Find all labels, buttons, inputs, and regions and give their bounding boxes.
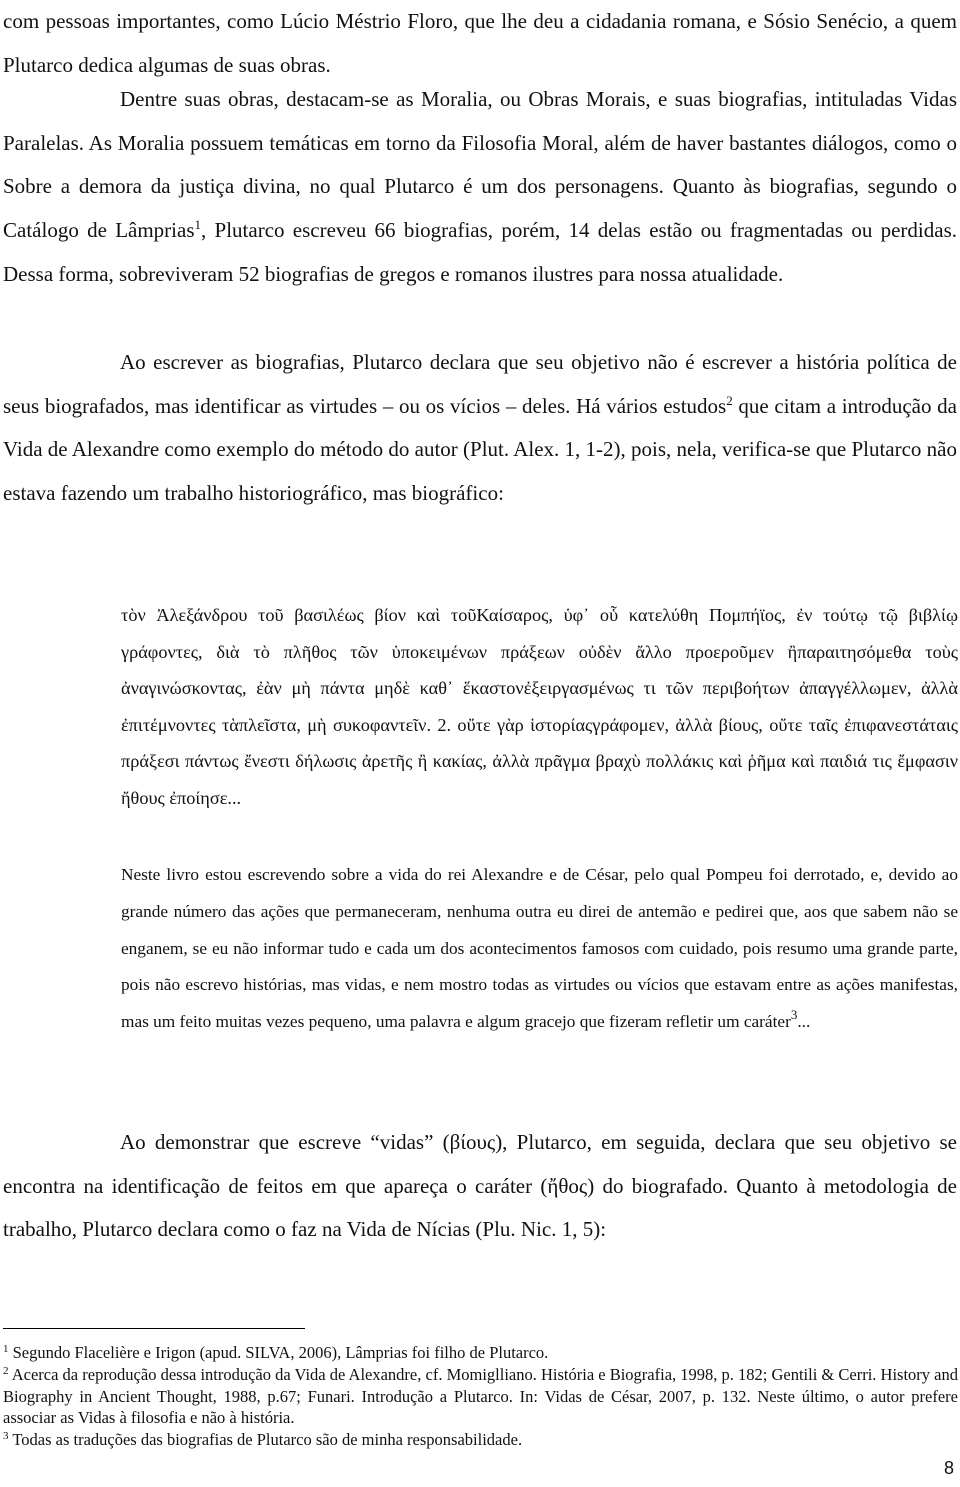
- footnote-3: $^3$ Todas as traduções das biografias de Plutarco são de minha responsabilidade.: [3, 1430, 523, 1450]
- translation-quote: Neste livro estou escrevendo sobre a vida do rei Alexandre e de César, pelo qual Pompeu foi derrotado, e, devido ao grande número das ações que permaneceram, nenhuma outra eu direi de antemão e pedirei que, aos que sabem não se enganem, se eu não informar tudo e cada um dos acontecimentos famosos com cuidado, pois resumo uma grande parte, pois não escrevo histórias, mas vidas, e nem mostro todas as virtudes ou vícios que estavam entre as ações manifestas, mas um feito muitas vezes pequeno, uma palavra e algum gracejo que fizeram refletir um caráter$^3$...: [121, 865, 958, 1032]
- paragraph-2: Dentre suas obras, destacam-se as Moralia, ou Obras Morais, e suas biografias, intituladas Vidas Paralelas. As Moralia possuem temáticas em torno da Filosofia Moral, além de haver bastantes diálogos, como o Sobre a demora da justiça divina, no qual Plutarco é um dos personagens. Quanto às biografias, segundo o Catálogo de Lâmprias$^1$, Plutarco escreveu 66 biografias, porém, 14 delas estão ou fragmentadas ou perdidas. Dessa forma, sobreviveram 52 biografias de gregos e romanos ilustres para nossa atualidade.: [3, 87, 957, 286]
- greek-quote: τὸν Ἀλεξάνδρου τοῦ βασιλέως βίον καὶ τοῦΚαίσαρος, ὑφ᾽ οὗ κατελύθη Πομπήϊος, ἐν τούτῳ τῷ βιβλίῳ γράφοντες, διὰ τὸ πλῆθος τῶν ὑποκειμένων πράξεων οὐδὲν ἄλλο προεροῦμεν ἢπαραιτησόμεθα τοὺς ἀναγινώσκοντας, ἐὰν μὴ πάντα μηδὲ καθ᾽ ἕκαστονἐξειργασμένως τι τῶν περιβοήτων ἀπαγγέλλωμεν, ἀλλὰ ἐπιτέμνοντες τὰπλεῖστα, μὴ συκοφαντεῖν. 2. οὔτε γὰρ ἱστορίαςγράφομεν, ἀλλὰ βίους, οὔτε ταῖς ἐπιφανεστάταις πράξεσι πάντως ἔνεστι δήλωσις ἀρετῆς ἢ κακίας, ἀλλὰ πρᾶγμα βραχὺ πολλάκις καὶ ῥῆμα καὶ παιδιά τις ἔμφασιν ἤθους ἐποίησε...: [121, 605, 958, 808]
- footnote-separator: [3, 1328, 305, 1329]
- paragraph-4: Ao demonstrar que escreve “vidas” (βίους), Plutarco, em seguida, declara que seu objetivo se encontra na identificação de feitos em que apareça o caráter (ἤθος) do biografado. Quanto à metodologia de trabalho, Plutarco declara como o faz na Vida de Nícias (Plu. Nic. 1, 5):: [3, 1130, 957, 1242]
- footnote-1: $^1$ Segundo Flacelière e Irigon (apud. SILVA, 2006), Lâmprias foi filho de Plutarco.: [3, 1343, 549, 1362]
- footnotes: [3, 1342, 958, 1451]
- footnote-ref-2: 2: [726, 392, 733, 408]
- page-number: 8: [943, 1458, 954, 1478]
- footnote-ref-3: 3: [790, 1007, 798, 1023]
- footnote-ref-1: 1: [194, 217, 202, 233]
- footnote-2: $^2$ Acerca da reprodução dessa introdução da Vida de Alexandre, cf. Momiglliano. História e Biografia, 1998, p. 182; Gentili & Cerri. History and Biography in Ancient Thought, 1988, p.67; Funari. Introdução a Plutarco. In: Vidas de César, 2007, p. 132. Neste último, o autor prefere associar as Vidas à filosofia e não à história.: [3, 1364, 958, 1428]
- paragraph-3: Ao escrever as biografias, Plutarco declara que seu objetivo não é escrever a história política de seus biografados, mas identificar as virtudes – ou os vícios – deles. Há vários estudos$^2$ que citam a introdução da Vida de Alexandre como exemplo do método do autor (Plut. Alex. 1, 1-2), pois, nela, verifica-se que Plutarco não estava fazendo um trabalho historiográfico, mas biográfico:: [3, 350, 957, 506]
- paragraph-1: com pessoas importantes, como Lúcio Méstrio Floro, que lhe deu a cidadania romana, e Sósio Senécio, a quem Plutarco dedica algumas de suas obras.: [3, 9, 957, 77]
